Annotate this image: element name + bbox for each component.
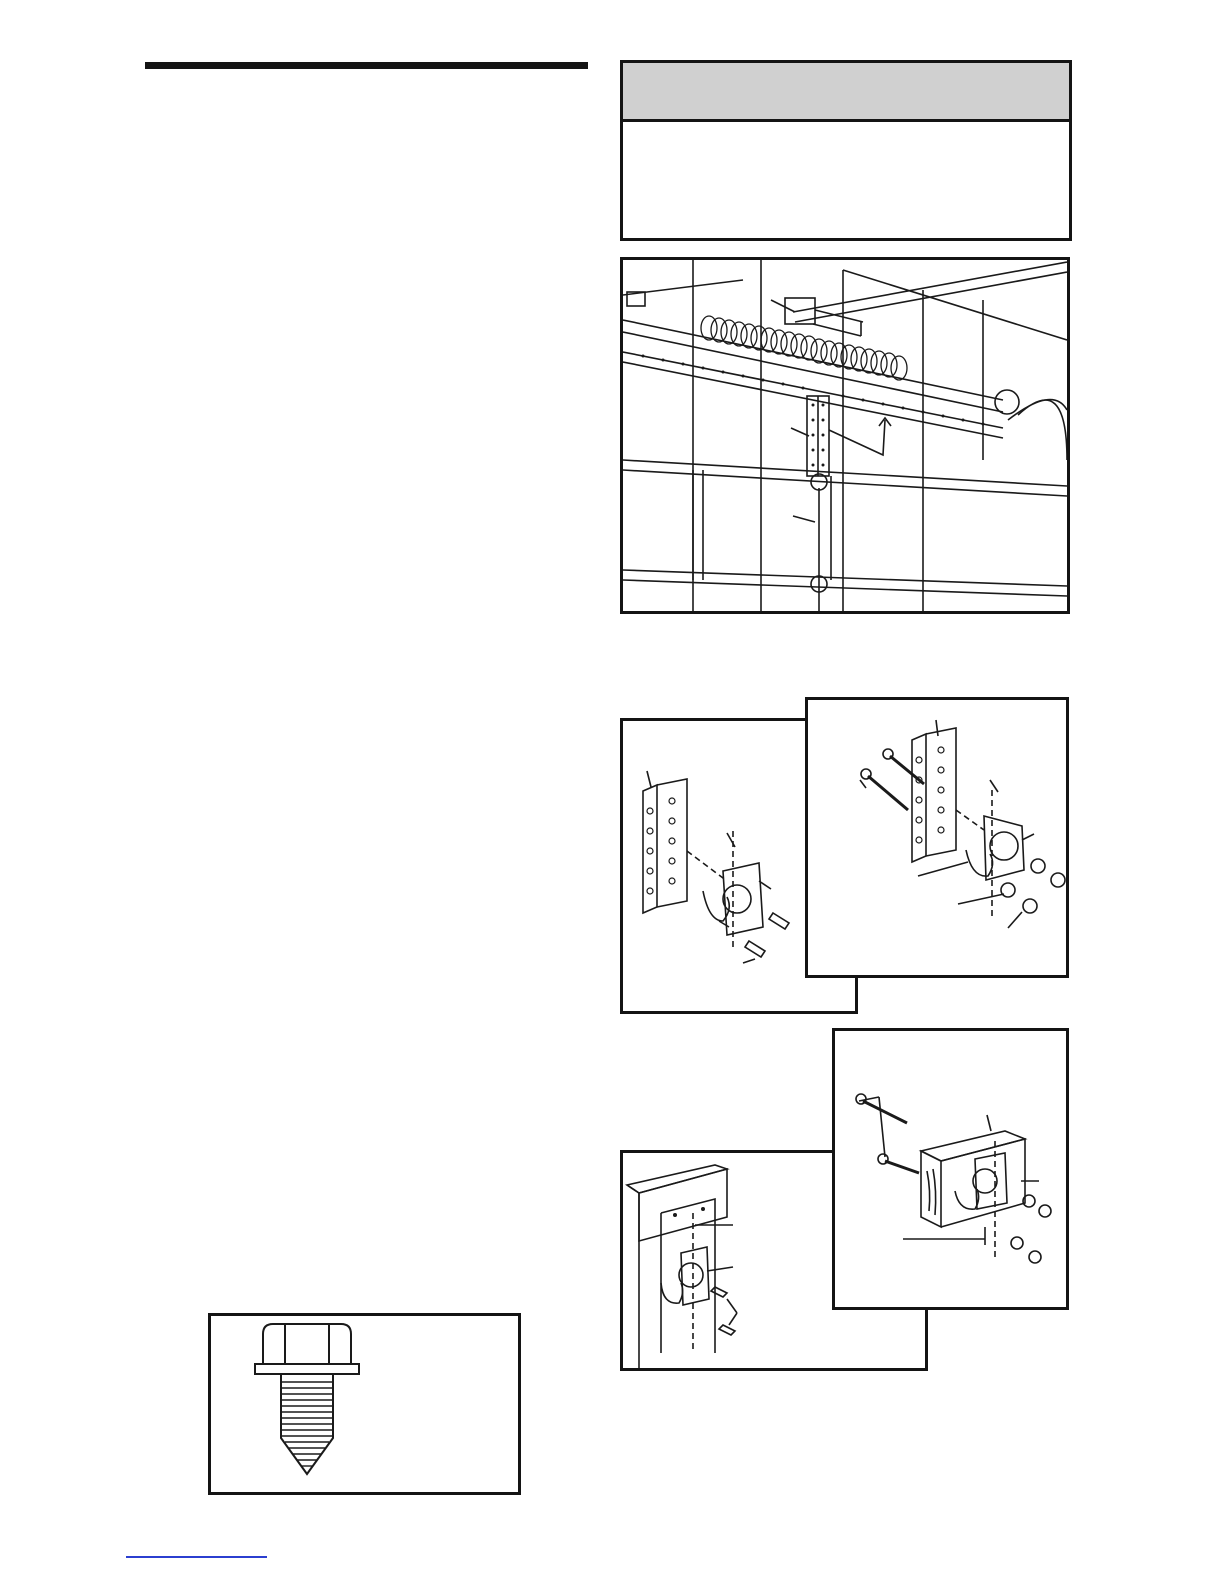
bracket-install-wood-b-figure <box>832 1028 1069 1310</box>
warning-callout <box>620 60 1072 241</box>
garage-door-overview-figure <box>620 257 1070 614</box>
garage-door-overview-illustration <box>623 260 1067 611</box>
self-threading-screw-figure <box>208 1313 521 1495</box>
bracket-install-wood-b-illustration <box>835 1031 1066 1307</box>
footer-link-underline[interactable] <box>126 1556 267 1558</box>
bracket-install-b-illustration <box>808 700 1066 975</box>
bracket-install-b-figure <box>805 697 1069 978</box>
section-heading-rule <box>145 62 588 69</box>
screw-icon <box>211 1316 518 1492</box>
warning-callout-header <box>623 63 1069 122</box>
